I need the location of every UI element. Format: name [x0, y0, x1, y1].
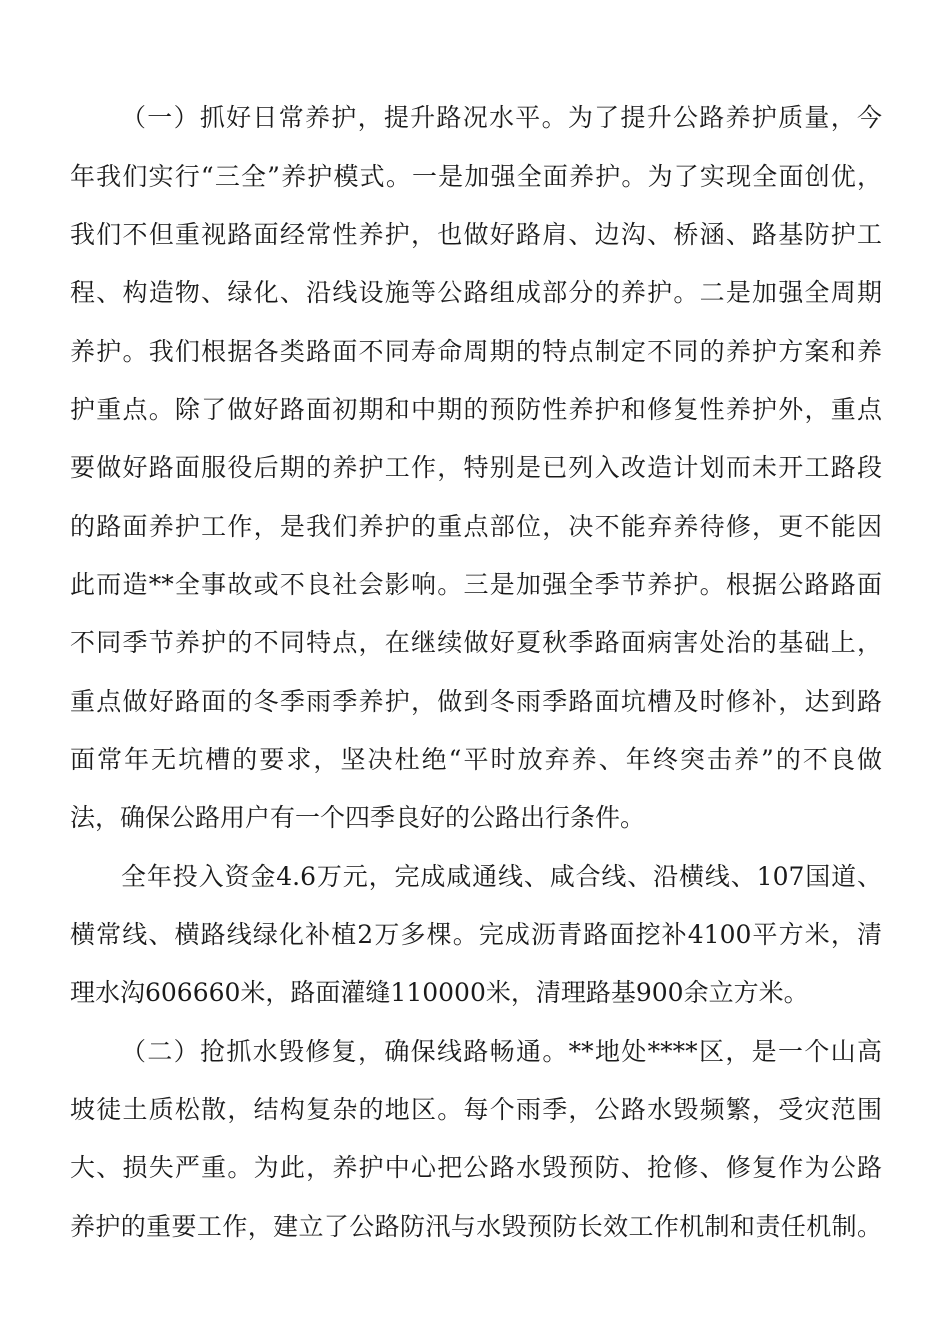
paragraph-1-line-8: 的路面养护工作，是我们养护的重点部位，决不能弃养待修，更不能因 [70, 512, 882, 541]
paragraph-2-line-1: 全年投入资金4.6万元，完成咸通线、咸合线、沿横线、107国道、 [121, 862, 882, 891]
paragraph-1-line-3: 我们不但重视路面经常性养护，也做好路肩、边沟、桥涵、路基防护工 [70, 220, 882, 249]
paragraph-1-line-2: 年我们实行“三全”养护模式。一是加强全面养护。为了实现全面创优， [70, 162, 882, 191]
paragraph-3-line-3: 大、损失严重。为此，养护中心把公路水毁预防、抢修、修复作为公路 [70, 1153, 882, 1182]
paragraph-1-line-9: 此而造**全事故或不良社会影响。三是加强全季节养护。根据公路路面 [70, 570, 882, 599]
paragraph-3-line-2: 坡徒土质松散，结构复杂的地区。每个雨季，公路水毁频繁，受灾范围 [70, 1095, 882, 1124]
paragraph-1-line-1: （一）抓好日常养护，提升路况水平。为了提升公路养护质量，今 [121, 103, 882, 132]
paragraph-1-line-7: 要做好路面服役后期的养护工作，特别是已列入改造计划而未开工路段 [70, 453, 882, 482]
paragraph-1-line-12: 面常年无坑槽的要求，坚决杜绝“平时放弃养、年终突击养”的不良做 [70, 745, 882, 774]
paragraph-2-line-2: 横常线、横路线绿化补植2万多棵。完成沥青路面挖补4100平方米，清 [70, 920, 882, 949]
paragraph-1-line-10: 不同季节养护的不同特点，在继续做好夏秋季路面病害处治的基础上， [70, 628, 882, 657]
paragraph-2-line-3: 理水沟606660米，路面灌缝110000米，清理路基900余立方米。 [70, 978, 809, 1007]
paragraph-1-line-4: 程、构造物、绿化、沿线设施等公路组成部分的养护。二是加强全周期 [70, 278, 882, 307]
paragraph-1-line-13: 法，确保公路用户有一个四季良好的公路出行条件。 [70, 803, 646, 832]
paragraph-3-line-4: 养护的重要工作，建立了公路防汛与水毁预防长效工作机制和责任机制。 [70, 1212, 882, 1241]
paragraph-1-line-5: 养护。我们根据各类路面不同寿命周期的特点制定不同的养护方案和养 [70, 337, 882, 366]
paragraph-1-line-11: 重点做好路面的冬季雨季养护，做到冬雨季路面坑槽及时修补，达到路 [70, 687, 882, 716]
paragraph-1-line-6: 护重点。除了做好路面初期和中期的预防性养护和修复性养护外，重点 [70, 395, 882, 424]
paragraph-3-line-1: （二）抢抓水毁修复，确保线路畅通。**地处****区，是一个山高 [121, 1037, 882, 1066]
